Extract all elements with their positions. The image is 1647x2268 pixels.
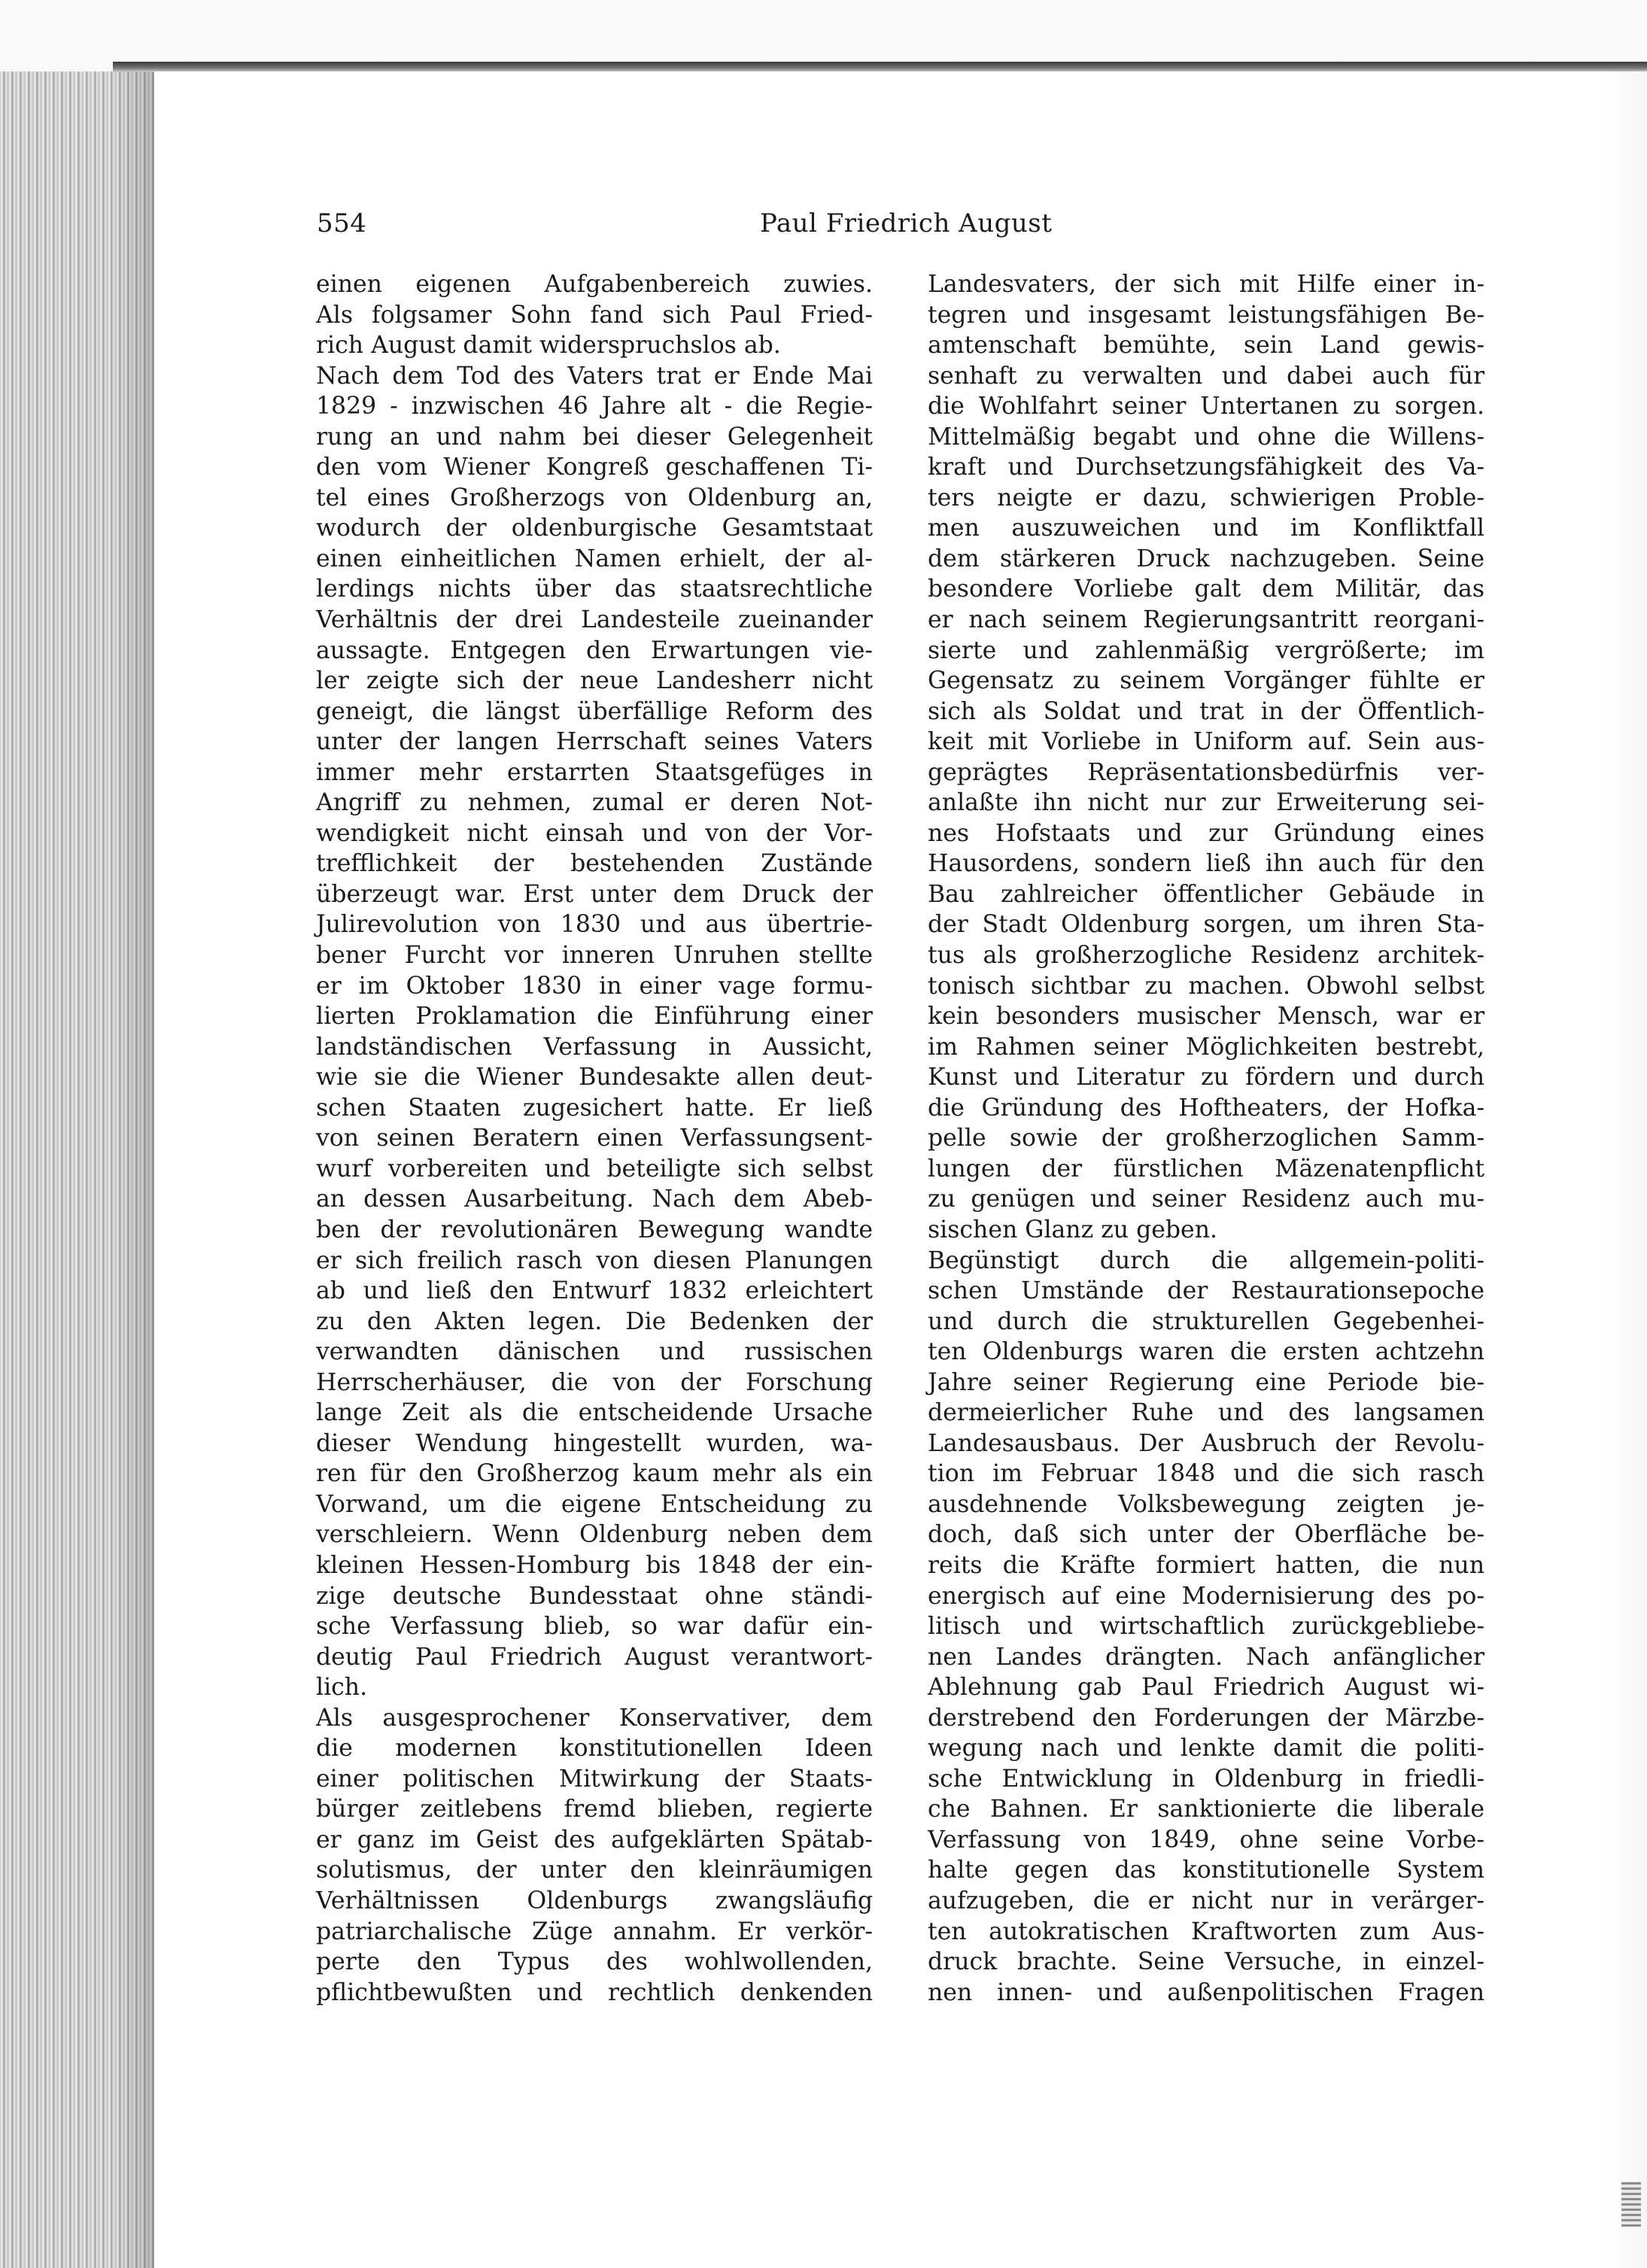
- text-line: sierte und zahlenmäßig vergrößerte; im: [928, 636, 1484, 664]
- text-line: bürger zeitlebens fremd blieben, regierte: [316, 1796, 873, 1823]
- text-line: Landesvaters, der sich mit Hilfe einer in-: [928, 271, 1484, 298]
- text-line: ren für den Großherzog kaum mehr als ein: [316, 1460, 873, 1488]
- text-line: deutig Paul Friedrich August verantwort-: [316, 1643, 873, 1671]
- text-line: sche Entwicklung in Oldenburg in friedli-: [928, 1765, 1484, 1793]
- text-line: Mittelmäßig begabt und ohne die Willens-: [928, 423, 1484, 451]
- text-line: wie sie die Wiener Bundesakte allen deut-: [316, 1064, 873, 1091]
- text-line: Landesausbaus. Der Ausbruch der Revolu-: [928, 1429, 1484, 1457]
- text-line: energisch auf eine Modernisierung des po-: [928, 1582, 1484, 1610]
- text-line: doch, daß sich unter der Oberfläche be-: [928, 1521, 1484, 1549]
- page-number: 554: [317, 208, 367, 238]
- text-line: im Rahmen seiner Möglichkeiten bestrebt,: [928, 1033, 1484, 1061]
- text-line: sche Verfassung blieb, so war dafür ein-: [316, 1613, 873, 1641]
- text-line: und durch die strukturellen Gegebenhei-: [928, 1307, 1484, 1335]
- text-line: aufzugeben, die er nicht nur in verärger-: [928, 1887, 1484, 1914]
- text-line: litisch und wirtschaftlich zurückgebliebe-: [928, 1613, 1484, 1641]
- text-line: Angriff zu nehmen, zumal er deren Not-: [316, 789, 873, 817]
- text-line: amtenschaft bemühte, sein Land gewis-: [928, 332, 1484, 360]
- text-line: geprägtes Repräsentationsbedürfnis ver-: [928, 758, 1484, 786]
- text-line: Verhältnissen Oldenburgs zwangsläufig: [316, 1887, 873, 1914]
- scan-binding-mark: [1621, 2181, 1641, 2227]
- text-line: wegung nach und lenkte damit die politi-: [928, 1735, 1484, 1762]
- text-line: tus als großherzogliche Residenz architek-: [928, 942, 1484, 970]
- text-line: ten autokratischen Kraftworten zum Aus-: [928, 1917, 1484, 1945]
- text-line: pflichtbewußten und rechtlich denkenden: [316, 1978, 873, 2006]
- text-line: dermeierlicher Ruhe und des langsamen: [928, 1399, 1484, 1427]
- text-line: reits die Kräfte formiert hatten, die nun: [928, 1551, 1484, 1579]
- text-line: kein besonders musischer Mensch, war er: [928, 1003, 1484, 1031]
- text-line: Als folgsamer Sohn fand sich Paul Fried-: [316, 301, 873, 329]
- text-line: Verhältnis der drei Landesteile zueinander: [316, 606, 873, 634]
- text-line: sischen Glanz zu geben.: [928, 1216, 1217, 1243]
- text-line: Nach dem Tod des Vaters trat er Ende Mai: [316, 362, 873, 390]
- text-line: patriarchalische Züge annahm. Er verkör-: [316, 1917, 873, 1945]
- text-line: bener Furcht vor inneren Unruhen stellte: [316, 942, 873, 970]
- text-line: ausdehnende Volksbewegung zeigten je-: [928, 1490, 1484, 1518]
- text-line: lierten Proklamation die Einführung einer: [316, 1003, 873, 1031]
- text-line: wendigkeit nicht einsah und von der Vor-: [316, 819, 873, 847]
- book-top-edge: [113, 62, 1647, 72]
- text-line: die modernen konstitutionellen Ideen: [316, 1735, 873, 1762]
- text-line: Vorwand, um die eigene Entscheidung zu: [316, 1490, 873, 1518]
- text-line: druck brachte. Seine Versuche, in einzel-: [928, 1948, 1484, 1976]
- text-line: ab und ließ den Entwurf 1832 erleichtert: [316, 1277, 873, 1305]
- spine-shadow: [113, 71, 158, 2268]
- text-line: geneigt, die längst überfällige Reform des: [316, 697, 873, 725]
- text-line: Julirevolution von 1830 und aus übertrie-: [316, 911, 873, 939]
- text-line: lich.: [316, 1674, 368, 1702]
- text-line: solutismus, der unter den kleinräumigen: [316, 1857, 873, 1884]
- text-line: verwandten dänischen und russischen: [316, 1338, 873, 1366]
- text-line: keit mit Vorliebe in Uniform auf. Sein aus-: [928, 728, 1484, 756]
- text-line: Herrscherhäuser, die von der Forschung: [316, 1368, 873, 1396]
- text-line: wodurch der oldenburgische Gesamtstaat: [316, 515, 873, 542]
- text-line: Bau zahlreicher öffentlicher Gebäude in: [928, 880, 1484, 908]
- text-line: tion im Februar 1848 und die sich rasch: [928, 1460, 1484, 1488]
- text-line: pelle sowie der großherzoglichen Samm-: [928, 1125, 1484, 1152]
- text-line: einen eigenen Aufgabenbereich zuwies.: [316, 271, 873, 298]
- text-line: tonisch sichtbar zu machen. Obwohl selbst: [928, 972, 1484, 1000]
- text-line: er nach seinem Regierungsantritt reorgani-: [928, 606, 1484, 634]
- text-line: an dessen Ausarbeitung. Nach dem Abeb-: [316, 1186, 873, 1213]
- text-line: er sich freilich rasch von diesen Planungen: [316, 1246, 873, 1274]
- scan-top-margin: [0, 0, 1647, 71]
- text-line: der Stadt Oldenburg sorgen, um ihren Sta-: [928, 911, 1484, 939]
- text-line: Kunst und Literatur zu fördern und durch: [928, 1064, 1484, 1091]
- text-column-right: [928, 269, 1484, 2008]
- text-line: die Wohlfahrt seiner Untertanen zu sorgen.: [928, 393, 1484, 421]
- text-line: einen einheitlichen Namen erhielt, der al-: [316, 545, 873, 572]
- text-line: ten Oldenburgs waren die ersten achtzehn: [928, 1338, 1484, 1366]
- text-line: tegren und insgesamt leistungsfähigen Be-: [928, 301, 1484, 329]
- text-line: trefflichkeit der bestehenden Zustände: [316, 850, 873, 878]
- text-line: verschleiern. Wenn Oldenburg neben dem: [316, 1521, 873, 1549]
- text-line: Begünstigt durch die allgemein-politi-: [928, 1246, 1484, 1274]
- text-line: Als ausgesprochener Konservativer, dem: [316, 1704, 873, 1732]
- text-line: nen Landes drängten. Nach anfänglicher: [928, 1643, 1484, 1671]
- text-line: perte den Typus des wohlwollenden,: [316, 1948, 873, 1976]
- text-line: wurf vorbereiten und beteiligte sich selbst: [316, 1155, 873, 1183]
- text-line: 1829 - inzwischen 46 Jahre alt - die Regie-: [316, 393, 873, 421]
- text-line: che Bahnen. Er sanktionierte die liberale: [928, 1796, 1484, 1823]
- text-line: ler zeigte sich der neue Landesherr nicht: [316, 667, 873, 695]
- text-line: men auszuweichen und im Konfliktfall: [928, 515, 1484, 542]
- text-line: unter der langen Herrschaft seines Vaters: [316, 728, 873, 756]
- text-line: ters neigte er dazu, schwierigen Proble-: [928, 484, 1484, 512]
- text-line: er ganz im Geist des aufgeklärten Spätab-: [316, 1826, 873, 1854]
- text-line: lange Zeit als die entscheidende Ursache: [316, 1399, 873, 1427]
- text-line: Verfassung von 1849, ohne seine Vorbe-: [928, 1826, 1484, 1854]
- text-line: dem stärkeren Druck nachzugeben. Seine: [928, 545, 1484, 572]
- text-line: schen Staaten zugesichert hatte. Er ließ: [316, 1094, 873, 1122]
- text-line: Hausordens, sondern ließ ihn auch für den: [928, 850, 1484, 878]
- text-line: einer politischen Mitwirkung der Staats-: [316, 1765, 873, 1793]
- text-line: kleinen Hessen-Homburg bis 1848 der ein-: [316, 1551, 873, 1579]
- text-line: zu den Akten legen. Die Bedenken der: [316, 1307, 873, 1335]
- text-line: rich August damit widerspruchslos ab.: [316, 332, 781, 360]
- text-line: senhaft zu verwalten und dabei auch für: [928, 362, 1484, 390]
- text-line: landständischen Verfassung in Aussicht,: [316, 1033, 873, 1061]
- text-line: rung an und nahm bei dieser Gelegenheit: [316, 423, 873, 451]
- text-line: Gegensatz zu seinem Vorgänger fühlte er: [928, 667, 1484, 695]
- text-line: lerdings nichts über das staatsrechtliche: [316, 575, 873, 603]
- text-line: dieser Wendung hingestellt wurden, wa-: [316, 1429, 873, 1457]
- text-line: Jahre seiner Regierung eine Periode bie-: [928, 1368, 1484, 1396]
- text-line: ben der revolutionären Bewegung wandte: [316, 1216, 873, 1243]
- text-line: derstrebend den Forderungen der Märzbe-: [928, 1704, 1484, 1732]
- text-line: anlaßte ihn nicht nur zur Erweiterung sei-: [928, 789, 1484, 817]
- text-line: überzeugt war. Erst unter dem Druck der: [316, 880, 873, 908]
- text-line: nes Hofstaats und zur Gründung eines: [928, 819, 1484, 847]
- text-line: schen Umstände der Restaurationsepoche: [928, 1277, 1484, 1305]
- text-line: den vom Wiener Kongreß geschaffenen Ti-: [316, 454, 873, 481]
- text-line: nen innen- und außenpolitischen Fragen: [928, 1978, 1484, 2006]
- text-line: kraft und Durchsetzungsfähigkeit des Va-: [928, 454, 1484, 481]
- page-right-shading: [1602, 71, 1647, 2268]
- text-line: immer mehr erstarrten Staatsgefüges in: [316, 758, 873, 786]
- text-line: besondere Vorliebe galt dem Militär, das: [928, 575, 1484, 603]
- text-line: von seinen Beratern einen Verfassungsent-: [316, 1125, 873, 1152]
- text-line: er im Oktober 1830 in einer vage formu-: [316, 972, 873, 1000]
- text-line: die Gründung des Hoftheaters, der Hofka-: [928, 1094, 1484, 1122]
- text-line: halte gegen das konstitutionelle System: [928, 1857, 1484, 1884]
- text-line: zu genügen und seiner Residenz auch mu-: [928, 1186, 1484, 1213]
- running-title: Paul Friedrich August: [760, 208, 1053, 238]
- text-line: sich als Soldat und trat in der Öffentlich-: [928, 697, 1484, 725]
- text-line: tel eines Großherzogs von Oldenburg an,: [316, 484, 873, 512]
- text-line: aussagte. Entgegen den Erwartungen vie-: [316, 636, 873, 664]
- text-column-left: [316, 269, 873, 2008]
- text-line: Ablehnung gab Paul Friedrich August wi-: [928, 1674, 1484, 1702]
- text-line: lungen der fürstlichen Mäzenatenpflicht: [928, 1155, 1484, 1183]
- text-line: zige deutsche Bundesstaat ohne ständi-: [316, 1582, 873, 1610]
